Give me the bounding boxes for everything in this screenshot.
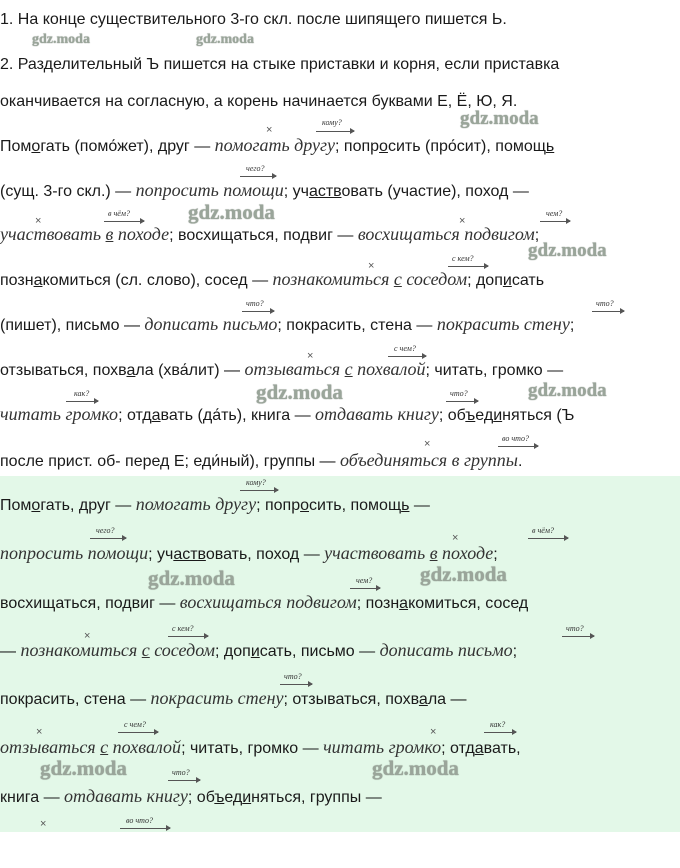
watermark: gdz.moda: [148, 566, 235, 590]
p1-line-2: (сущ. 3-го скл.) — попросить помощи; участвовать (участие), поход —: [0, 180, 529, 200]
watermark: gdz.moda: [460, 108, 539, 129]
p1-line-8: после прист. об- перед Е; еди́ный), группы — объединяться в группы.: [0, 450, 523, 470]
phrase: дописать письмо: [144, 314, 278, 334]
question-note: что?: [284, 672, 302, 681]
p1-line-5: (пишет), письмо — дописать письмо; покрасить, стена — покрасить стену;: [0, 314, 575, 334]
phrase: отзываться: [244, 359, 345, 379]
arrow-icon: [446, 401, 478, 402]
rule-2-part-2: оканчивается на согласную, а корень начинается буквами Е, Ё, Ю, Я.: [0, 93, 518, 110]
question-note: что?: [450, 389, 468, 398]
question-note: что?: [246, 299, 264, 308]
arrow-icon: [316, 131, 354, 132]
cross-mark-icon: ×: [452, 532, 459, 544]
arrow-icon: [242, 311, 274, 312]
question-note: с чем?: [394, 344, 416, 353]
phrase: отзываться: [0, 737, 101, 757]
question-note: что?: [172, 768, 190, 777]
arrow-icon: [66, 401, 98, 402]
phrase: попросить помощи: [135, 180, 284, 200]
phrase: помогать другу: [135, 494, 257, 514]
question-note: как?: [490, 720, 506, 729]
cross-mark-icon: ×: [424, 438, 431, 450]
p2-line-3: восхищаться, подвиг — восхищаться подвигом; познакомиться, сосед: [0, 592, 529, 612]
phrase: познакомиться: [272, 269, 394, 289]
cross-mark-icon: ×: [35, 215, 42, 227]
rule-2-part-1: 2. Разделительный Ъ пишется на стыке приставки и корня, если приставка: [0, 56, 560, 73]
question-note: кому?: [322, 118, 342, 127]
arrow-icon: [240, 176, 276, 177]
phrase: покрасить стену: [436, 314, 570, 334]
p1-line-3: участвовать в походе; восхищаться, подвиг — восхищаться подвигом;: [0, 224, 540, 244]
p2-line-1: Помогать, друг — помогать другу; попросить, помощь —: [0, 494, 430, 514]
p2-line-5: покрасить, стена — покрасить стену; отзываться, похвала —: [0, 688, 467, 708]
cross-mark-icon: ×: [459, 215, 466, 227]
p2-line-6: отзываться с похвалой; читать, громко — читать громко; отдавать,: [0, 737, 521, 757]
phrase: отдавать книгу: [64, 786, 188, 806]
arrow-icon: [562, 636, 594, 637]
cross-mark-icon: ×: [430, 726, 437, 738]
arrow-icon: [120, 828, 170, 829]
watermark: gdz.moda: [188, 200, 275, 224]
cross-mark-icon: ×: [36, 726, 43, 738]
arrow-icon: [240, 490, 278, 491]
watermark: gdz.moda: [196, 32, 254, 47]
watermark: gdz.moda: [256, 380, 343, 404]
p2-line-7: книга — отдавать книгу; объединяться, группы —: [0, 786, 382, 806]
p1-line-7: читать громко; отдавать (да́ть), книга — отдавать книгу; объединяться (Ъ: [0, 404, 575, 424]
arrow-icon: [104, 221, 144, 222]
watermark: gdz.moda: [372, 756, 459, 780]
arrow-icon: [528, 538, 568, 539]
phrase: участвовать: [324, 543, 430, 563]
cross-mark-icon: ×: [307, 350, 314, 362]
watermark: gdz.moda: [528, 380, 607, 401]
question-note: чем?: [356, 576, 373, 585]
question-note: что?: [566, 624, 584, 633]
question-note: чего?: [246, 164, 265, 173]
question-note: что?: [596, 299, 614, 308]
arrow-icon: [118, 732, 158, 733]
p2-line-2: попросить помощи; участвовать, поход — участвовать в походе;: [0, 543, 498, 563]
phrase: покрасить стену: [150, 688, 284, 708]
phrase: отдавать книгу: [315, 404, 439, 424]
arrow-icon: [388, 356, 426, 357]
phrase: объединяться в группы: [339, 450, 518, 470]
cross-mark-icon: ×: [40, 818, 47, 830]
cross-mark-icon: ×: [368, 260, 375, 272]
cross-mark-icon: ×: [84, 630, 91, 642]
phrase: читать громко: [0, 404, 119, 424]
watermark: gdz.moda: [420, 562, 507, 586]
question-note: с кем?: [172, 624, 194, 633]
question-note: во что?: [126, 816, 153, 825]
phrase: познакомиться: [20, 640, 142, 660]
question-note: во что?: [502, 434, 529, 443]
question-note: с чем?: [124, 720, 146, 729]
question-note: чего?: [96, 526, 115, 535]
watermark: gdz.moda: [40, 756, 127, 780]
watermark: gdz.moda: [528, 240, 607, 261]
p1-line-4: познакомиться (сл. слово), сосед — познакомиться с соседом; дописать: [0, 269, 545, 289]
arrow-icon: [280, 684, 312, 685]
phrase: участвовать: [0, 224, 106, 244]
phrase: восхищаться подвигом: [179, 592, 357, 612]
p1-line-6: отзываться, похвала (хва́лит) — отзываться с похвалой; читать, громко —: [0, 359, 564, 379]
question-note: с кем?: [452, 254, 474, 263]
phrase: читать громко: [323, 737, 442, 757]
watermark: gdz.moda: [32, 32, 90, 47]
phrase: дописать письмо: [379, 640, 513, 660]
question-note: в чём?: [108, 209, 130, 218]
question-note: кому?: [246, 478, 266, 487]
question-note: как?: [74, 389, 90, 398]
arrow-icon: [90, 538, 126, 539]
cross-mark-icon: ×: [266, 124, 273, 136]
arrow-icon: [484, 732, 516, 733]
question-note: в чём?: [532, 526, 554, 535]
arrow-icon: [498, 446, 538, 447]
question-note: чем?: [546, 209, 563, 218]
rule-1: 1. На конце существительного 3-го скл. после шипящего пишется Ь.: [0, 11, 507, 28]
phrase: попросить помощи: [0, 543, 149, 563]
arrow-icon: [168, 780, 200, 781]
arrow-icon: [168, 636, 208, 637]
p1-line-1: Помогать (помо́жет), друг — помогать другу; попросить (про́сит), помощь: [0, 135, 555, 155]
arrow-icon: [448, 266, 488, 267]
phrase: восхищаться подвигом: [357, 224, 535, 244]
p2-line-4: — познакомиться с соседом; дописать, письмо — дописать письмо;: [0, 640, 518, 660]
phrase: помогать другу: [214, 135, 336, 155]
arrow-icon: [350, 588, 380, 589]
arrow-icon: [592, 311, 624, 312]
arrow-icon: [540, 221, 570, 222]
